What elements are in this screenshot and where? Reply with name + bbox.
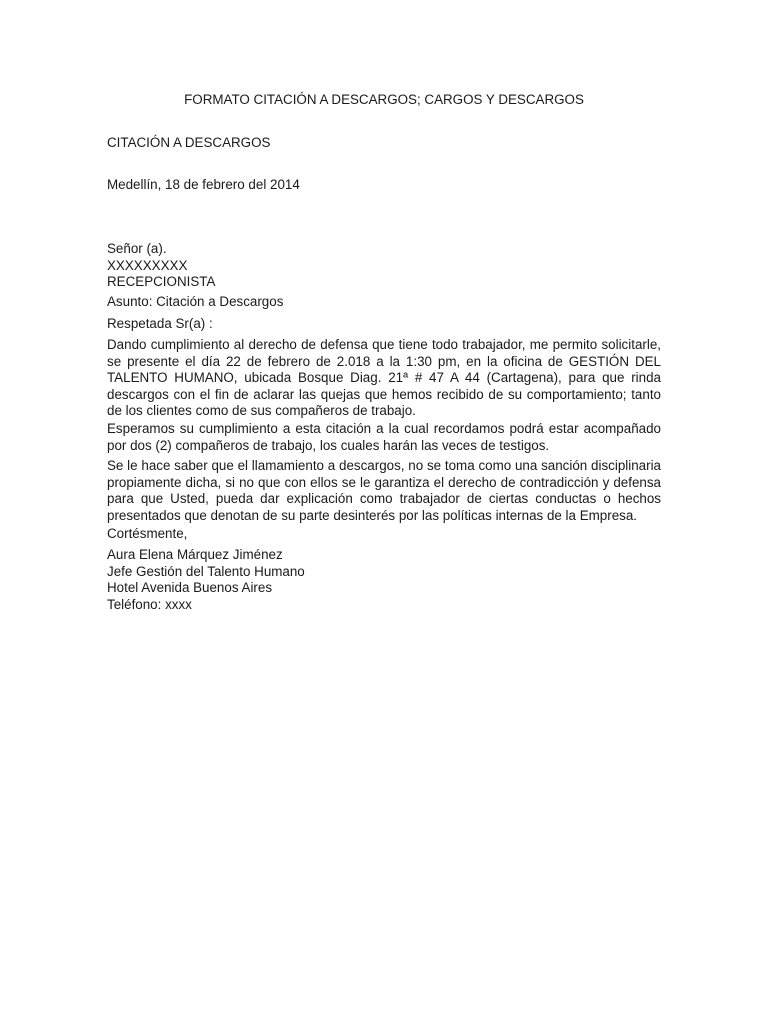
body-paragraph-1: Dando cumplimiento al derecho de defensa que tiene todo trabajador, me permito solicitarle, se presente el día 22 de febrero de 2.018 a la 1:30 pm, en la oficina de GESTIÓN DEL TALENTO HUMANO, ubicada Bosque Diag. 21ª # 47 A 44 (Cartagena), para que rinda descargos con el fin de aclarar las quejas que hemos recibido de su comportamiento; tanto de los clientes como de sus compañeros de trabajo. xyxy=(107,337,661,419)
subject-line: Asunto: Citación a Descargos xyxy=(107,294,284,309)
section-heading: CITACIÓN A DESCARGOS xyxy=(107,135,271,150)
date-line: Medellín, 18 de febrero del 2014 xyxy=(107,177,300,192)
signature-role: Jefe Gestión del Talento Humano xyxy=(107,563,305,579)
signature-company: Hotel Avenida Buenos Aires xyxy=(107,580,273,596)
closing-line: Cortésmente, xyxy=(107,526,188,541)
signature-name: Aura Elena Márquez Jiménez xyxy=(107,547,283,562)
body-paragraph-3: Se le hace saber que el llamamiento a descargos, no se toma como una sanción disciplinaria propiamente dicha, si no que con ellos se le garantiza el derecho de contradicción y defensa para que Usted, pueda dar explicación como trabajador de ciertas conductas o hechos presentados que denotan de su parte desinterés por las políticas internas de la Empresa. xyxy=(107,458,661,523)
body-paragraph-2: Esperamos su cumplimiento a esta citación a la cual recordamos podrá estar acompañado por dos (2) compañeros de trabajo, los cuales harán las veces de testigos. xyxy=(107,421,661,453)
signature-block xyxy=(107,547,305,613)
recipient-position: RECEPCIONISTA xyxy=(107,274,216,290)
document-title: FORMATO CITACIÓN A DESCARGOS; CARGOS Y DESCARGOS xyxy=(184,92,584,107)
recipient-block xyxy=(107,241,215,291)
signature-phone: Teléfono: xxxx xyxy=(107,596,192,612)
recipient-salutation: Señor (a). xyxy=(107,241,167,256)
recipient-name: XXXXXXXXX xyxy=(107,257,188,273)
greeting-line: Respetada Sr(a) : xyxy=(107,316,213,331)
